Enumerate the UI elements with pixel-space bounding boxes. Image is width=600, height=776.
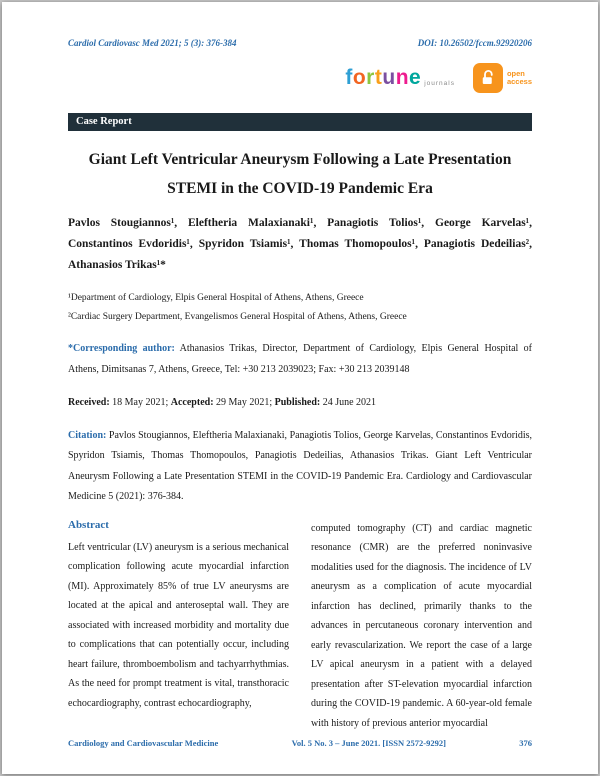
- fortune-logo-letter: f: [345, 66, 353, 89]
- logo-row: [68, 56, 532, 100]
- fortune-logo-letter: u: [382, 66, 396, 89]
- authors-line: Pavlos Stougiannos¹, Eleftheria Malaxianaki¹, Panagiotis Tolios¹, George Karvelas¹, Constantinos Evdoridis¹, Spyridon Tsiamis¹, Thomas Thomopoulos¹, Panagiotis Dedeilias², Athanasios Trikas¹*: [68, 217, 532, 271]
- affiliation-2: ²Cardiac Surgery Department, Evangelismos General Hospital of Athens, Athens, Greece: [68, 312, 407, 322]
- fortune-logo-letter: e: [409, 66, 422, 89]
- citation-paragraph: [68, 426, 532, 508]
- page-footer: [68, 732, 532, 748]
- two-column-body: [68, 519, 532, 734]
- open-access-word-2: access: [506, 77, 532, 86]
- footer-journal-name: Cardiology and Cardiovascular Medicine: [68, 738, 219, 748]
- received-label: Received:: [68, 397, 110, 408]
- dates-line: [68, 393, 532, 414]
- abstract-heading: Abstract: [68, 518, 109, 531]
- corresponding-author-paragraph: [68, 339, 532, 380]
- fortune-logo-letter: r: [366, 66, 375, 89]
- open-access-word-1: open: [506, 69, 525, 78]
- right-column: [311, 519, 532, 734]
- fortune-journals-logo: [345, 66, 455, 90]
- accepted-label: Accepted:: [170, 397, 214, 408]
- open-access-label: [507, 70, 532, 86]
- published-value: 24 June 2021: [322, 397, 377, 408]
- doi-text: DOI: 10.26502/fccm.92920206: [417, 38, 532, 48]
- citation-text: Pavlos Stougiannos, Eleftheria Malaxianaki, Panagiotis Tolios, George Karvelas, Constantinos Evdoridis, Spyridon Tsiamis, Thomas Thomopoulos, Panagiotis Dedeilias, Athanasios Trikas. Giant Left Ventricular Aneurysm Following a Late Presentation STEMI in the COVID-19 Pandemic Era. Cardiology and Cardiovascular Medicine 5 (2021): 376-384.: [68, 429, 533, 502]
- fortune-logo-letter: o: [352, 66, 367, 89]
- corresponding-author-text: Athanasios Trikas, Director, Department of Cardiology, Elpis General Hospital of Athens, Dimitsanas 7, Athens, Greece, Tel: +30 213 2039023; Fax: +30 213 2039148: [68, 343, 533, 375]
- abstract-text-right: computed tomography (CT) and cardiac magnetic resonance (CMR) are the preferred noninvasive modalities used for the diagnosis. The incidence of LV aneurysm as a complication of acute myocardial infarction has declined, primarily thanks to the advances in percutaneous coronary intervention and early revascularization. We report the case of a large LV apical aneurysm in a patient with a delayed presentation after ST-elevation myocardial infarction during the COVID-19 pandemic. A 60-year-old female with history of previous anterior myocardial: [311, 522, 532, 729]
- fortune-logo-subtext: journals: [424, 80, 455, 87]
- journal-reference: Cardiol Cardiovasc Med 2021; 5 (3): 376-384: [68, 38, 237, 48]
- section-type-bar: [68, 113, 532, 131]
- article-page: [2, 2, 598, 774]
- fortune-logo-letters: [345, 66, 421, 90]
- received-value: 18 May 2021;: [112, 397, 169, 408]
- published-label: Published:: [274, 397, 321, 408]
- fortune-logo-letter: n: [395, 66, 410, 89]
- left-column: [68, 519, 289, 734]
- article-title: Giant Left Ventricular Aneurysm Following a Late Presentation STEMI in the COVID-19 Pandemic Era: [88, 151, 512, 197]
- section-type-label: Case Report: [76, 116, 132, 127]
- footer-page-number: 376: [519, 738, 532, 748]
- affiliation-1: ¹Department of Cardiology, Elpis General Hospital of Athens, Athens, Greece: [68, 293, 364, 303]
- open-lock-icon: [473, 63, 503, 93]
- top-reference-bar: [68, 38, 532, 48]
- corresponding-author-label: *Corresponding author:: [68, 343, 175, 354]
- citation-label: Citation:: [68, 429, 107, 441]
- open-access-badge: [473, 63, 532, 93]
- footer-issue-info: Vol. 5 No. 3 – June 2021. [ISSN 2572-9292]: [291, 738, 446, 748]
- abstract-text-left: Left ventricular (LV) aneurysm is a serious mechanical complication following acute myocardial infarction (MI). Approximately 85% of true LV aneurysms are located at the apical and anteroseptal wall. They are associated with increased morbidity and mortality due to complications that can potentially occur, including heart failure, thromboembolism and tachyarrhythmias. As the need for prompt treatment is vital, transthoracic echocardiography, contrast echocardiography,: [68, 541, 289, 709]
- accepted-value: 29 May 2021;: [216, 397, 273, 408]
- fortune-logo-letter: t: [374, 66, 383, 89]
